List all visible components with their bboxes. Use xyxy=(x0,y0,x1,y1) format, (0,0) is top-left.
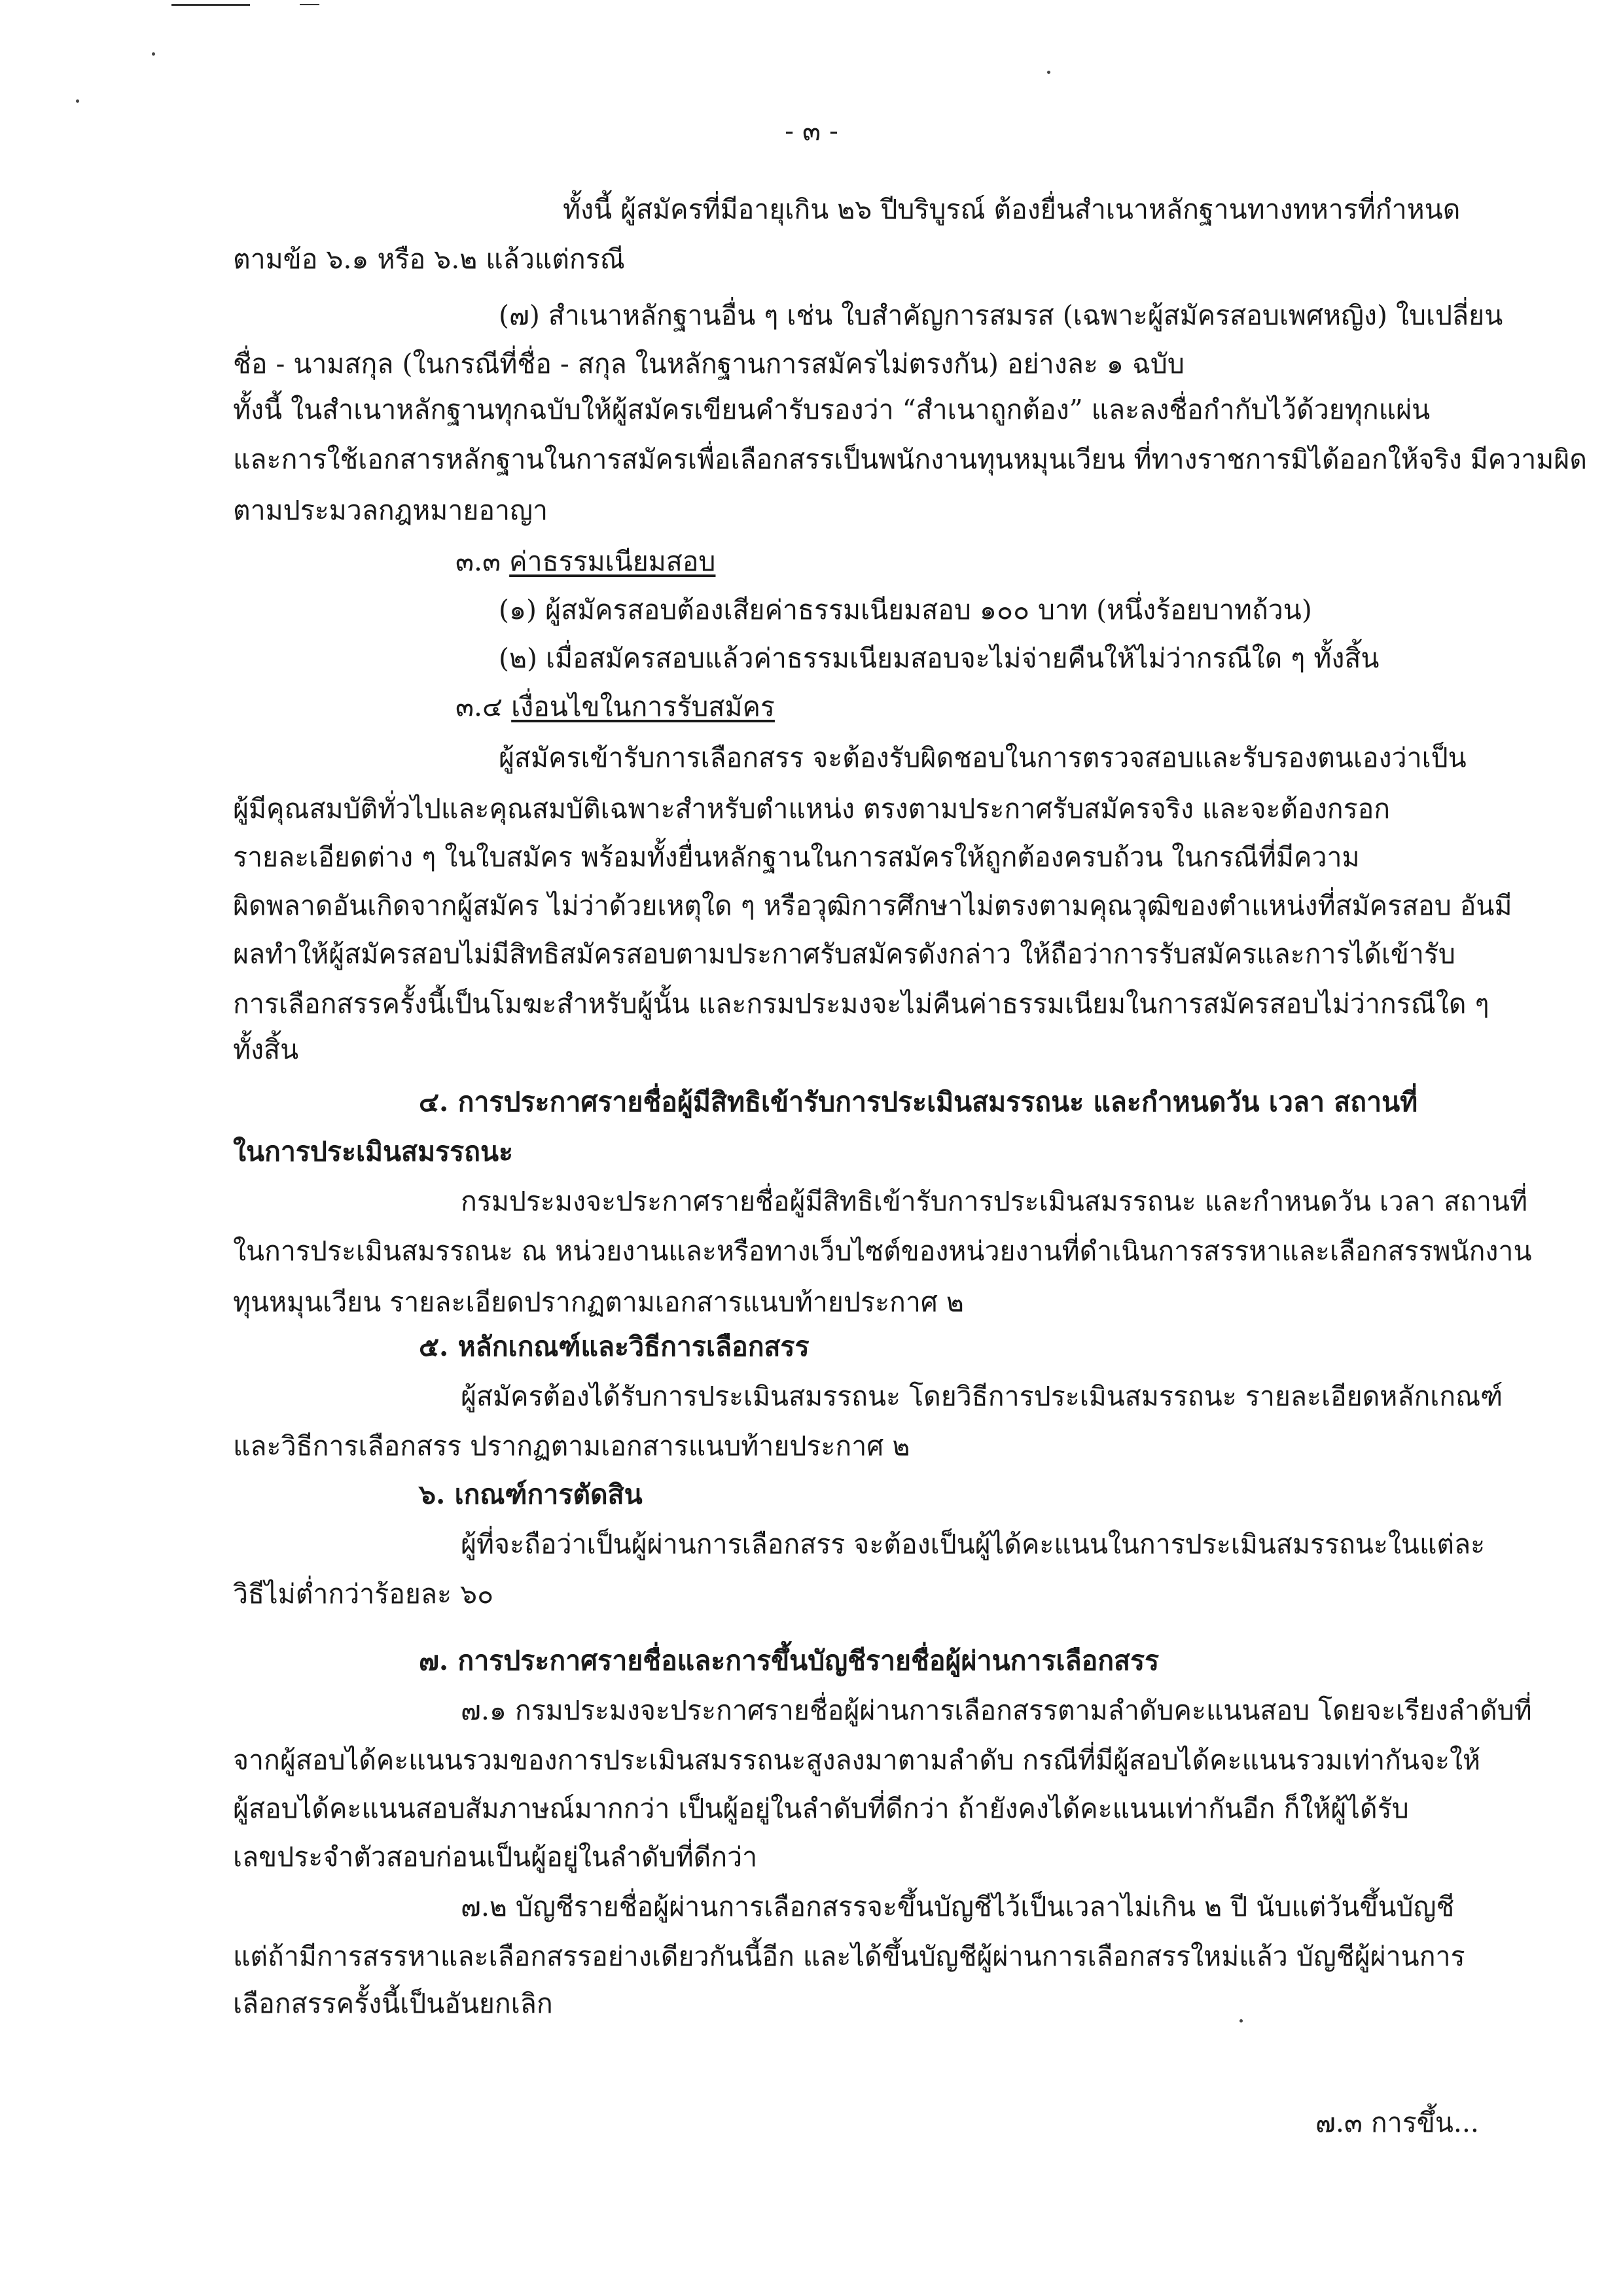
paragraph-line: ผู้ที่จะถือว่าเป็นผู้ผ่านการเลือกสรร จะต้องเป็นผู้ได้คะแนนในการประเมินสมรรถนะในแต่ละ xyxy=(461,1528,1486,1560)
paragraph-line: ผู้สมัครต้องได้รับการประเมินสมรรถนะ โดยวิธีการประเมินสมรรถนะ รายละเอียดหลักเกณฑ์ xyxy=(461,1381,1503,1412)
paragraph-line: ๗.๑ กรมประมงจะประกาศรายชื่อผู้ผ่านการเลือกสรรตามลำดับคะแนนสอบ โดยจะเรียงลำดับที่ xyxy=(461,1695,1532,1726)
paragraph-line: และวิธีการเลือกสรร ปรากฏตามเอกสารแนบท้ายประกาศ ๒ xyxy=(233,1430,910,1462)
note-line: และการใช้เอกสารหลักฐานในการสมัครเพื่อเลือกสรรเป็นพนักงานทุนหมุนเวียน ที่ทางราชการมิได้ออกให้จริง มีความผิด xyxy=(233,444,1587,475)
paragraph-line: ผู้สอบได้คะแนนสอบสัมภาษณ์มากกว่า เป็นผู้อยู่ในลำดับที่ดีกว่า ถ้ายังคงได้คะแนนเท่ากันอีก ก็ให้ผู้ได้รับ xyxy=(233,1793,1409,1824)
section-4-heading: ๔. การประกาศรายชื่อผู้มีสิทธิเข้ารับการประเมินสมรรถนะ และกำหนดวัน เวลา สถานที่ xyxy=(419,1086,1418,1118)
list-item-7-line: (๗) สำเนาหลักฐานอื่น ๆ เช่น ใบสำคัญการสมรส (เฉพาะผู้สมัครสอบเพศหญิง) ใบเปลี่ยน xyxy=(499,300,1503,331)
paragraph-line: เลขประจำตัวสอบก่อนเป็นผู้อยู่ในลำดับที่ดีกว่า xyxy=(233,1841,758,1873)
section-number: ๓.๓ xyxy=(455,546,501,577)
scan-dot xyxy=(1240,2019,1243,2022)
fee-item: (๑) ผู้สมัครสอบต้องเสียค่าธรรมเนียมสอบ ๑๐๐ บาท (หนึ่งร้อยบาทถ้วน) xyxy=(499,594,1312,626)
paragraph-line: วิธีไม่ต่ำกว่าร้อยละ ๖๐ xyxy=(233,1578,494,1610)
scan-dot xyxy=(152,52,155,56)
section-3-4-heading xyxy=(455,688,775,725)
scan-dot xyxy=(1047,71,1050,74)
section-3-3-heading xyxy=(455,543,715,580)
section-6-heading: ๖. เกณฑ์การตัดสิน xyxy=(419,1479,643,1510)
next-page-continuation: ๗.๓ การขึ้น... xyxy=(1315,2107,1479,2138)
fee-item: (๒) เมื่อสมัครสอบแล้วค่าธรรมเนียมสอบจะไม่จ่ายคืนให้ไม่ว่ากรณีใด ๆ ทั้งสิ้น xyxy=(499,643,1380,674)
section-title: เงื่อนไขในการรับสมัคร xyxy=(511,691,775,722)
paragraph-line: ผู้มีคุณสมบัติทั่วไปและคุณสมบัติเฉพาะสำหรับตำแหน่ง ตรงตามประกาศรับสมัครจริง และจะต้องกรอก xyxy=(233,793,1391,824)
paragraph-line: ทุนหมุนเวียน รายละเอียดปรากฏตามเอกสารแนบท้ายประกาศ ๒ xyxy=(233,1286,964,1318)
paragraph-line: ตามข้อ ๖.๑ หรือ ๖.๒ แล้วแต่กรณี xyxy=(233,243,625,275)
paragraph-line: ผิดพลาดอันเกิดจากผู้สมัคร ไม่ว่าด้วยเหตุใด ๆ หรือวุฒิการศึกษาไม่ตรงตามคุณวุฒิของตำแหน่งที่สมัครสอบ อันมี xyxy=(233,890,1512,921)
paragraph-line: จากผู้สอบได้คะแนนรวมของการประเมินสมรรถนะสูงลงมาตามลำดับ กรณีที่มีผู้สอบได้คะแนนรวมเท่ากันจะให้ xyxy=(233,1744,1481,1776)
page-number: - ๓ - xyxy=(785,115,838,147)
scan-mark-top-2 xyxy=(300,4,319,5)
section-number: ๓.๔ xyxy=(455,691,503,722)
paragraph-line: กรมประมงจะประกาศรายชื่อผู้มีสิทธิเข้ารับการประเมินสมรรถนะ และกำหนดวัน เวลา สถานที่ xyxy=(461,1186,1528,1217)
note-line: ทั้งนี้ ในสำเนาหลักฐานทุกฉบับให้ผู้สมัครเขียนคำรับรองว่า “สำเนาถูกต้อง” และลงชื่อกำกับไว้ด้วยทุกแผ่น xyxy=(233,394,1431,425)
scan-dot xyxy=(76,99,79,103)
paragraph-line: แต่ถ้ามีการสรรหาและเลือกสรรอย่างเดียวกันนี้อีก และได้ขึ้นบัญชีผู้ผ่านการเลือกสรรใหม่แล้ว บัญชีผู้ผ่านการ xyxy=(233,1941,1465,1972)
paragraph-line: ๗.๒ บัญชีรายชื่อผู้ผ่านการเลือกสรรจะขึ้นบัญชีไว้เป็นเวลาไม่เกิน ๒ ปี นับแต่วันขึ้นบัญชี xyxy=(461,1891,1455,1922)
paragraph-line: เลือกสรรครั้งนี้เป็นอันยกเลิก xyxy=(233,1988,553,2019)
section-title: ค่าธรรมเนียมสอบ xyxy=(509,546,716,577)
paragraph-line: รายละเอียดต่าง ๆ ในใบสมัคร พร้อมทั้งยื่นหลักฐานในการสมัครให้ถูกต้องครบถ้วน ในกรณีที่มีความ xyxy=(233,841,1360,873)
paragraph-line: ผู้สมัครเข้ารับการเลือกสรร จะต้องรับผิดชอบในการตรวจสอบและรับรองตนเองว่าเป็น xyxy=(499,742,1467,773)
note-line: ตามประมวลกฎหมายอาญา xyxy=(233,495,548,526)
section-4-heading: ในการประเมินสมรรถนะ xyxy=(233,1136,514,1167)
list-item-7-line: ชื่อ - นามสกุล (ในกรณีที่ชื่อ - สกุล ในหลักฐานการสมัครไม่ตรงกัน) อย่างละ ๑ ฉบับ xyxy=(233,348,1185,380)
paragraph-line: ผลทำให้ผู้สมัครสอบไม่มีสิทธิสมัครสอบตามประกาศรับสมัครดังกล่าว ให้ถือว่าการรับสมัครและการได้เข้ารับ xyxy=(233,938,1455,970)
paragraph-line: ทั้งนี้ ผู้สมัครที่มีอายุเกิน ๒๖ ปีบริบูรณ์ ต้องยื่นสำเนาหลักฐานทางทหารที่กำหนด xyxy=(563,194,1461,225)
paragraph-line: ในการประเมินสมรรถนะ ณ หน่วยงานและหรือทางเว็บไซต์ของหน่วยงานที่ดำเนินการสรรหาและเลือกสรรพนักงาน xyxy=(233,1235,1532,1267)
section-7-heading: ๗. การประกาศรายชื่อและการขึ้นบัญชีรายชื่อผู้ผ่านการเลือกสรร xyxy=(419,1645,1160,1676)
scan-mark-top xyxy=(171,4,250,6)
section-5-heading: ๕. หลักเกณฑ์และวิธีการเลือกสรร xyxy=(419,1331,810,1362)
paragraph-line: ทั้งสิ้น xyxy=(233,1034,299,1065)
paragraph-line: การเลือกสรรครั้งนี้เป็นโมฆะสำหรับผู้นั้น และกรมประมงจะไม่คืนค่าธรรมเนียมในการสมัครสอบไม่ว่ากรณีใด ๆ xyxy=(233,988,1489,1019)
